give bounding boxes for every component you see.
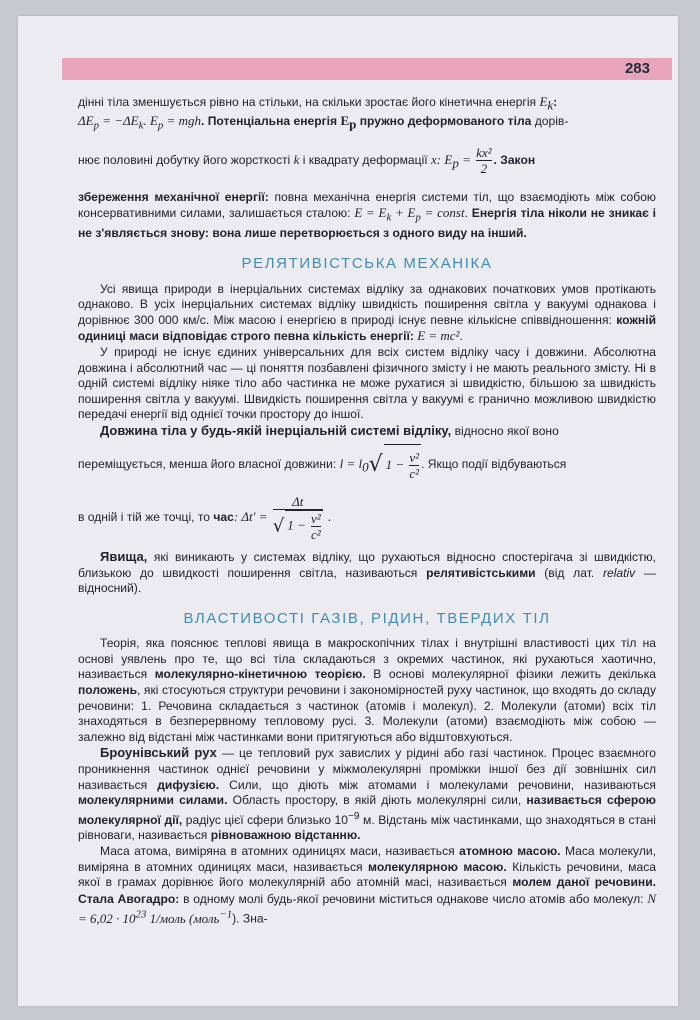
page-content: [78, 94, 656, 927]
book-page: [18, 16, 678, 1006]
page-header-band: [62, 58, 672, 80]
formula-conservation: $E = E_k + E_p$ = const: [354, 205, 465, 224]
fraction-time-dilation: Δt √ 1 − $\frac{\text{v²}}{\text{c²}}$: [272, 493, 321, 542]
paragraph-time-dilation: в одній і тій же точці, то час: Δt′ = Δt √ 1 − $\frac{\text{v²}}{\text{c²}}$ .: [78, 493, 332, 542]
formula-avogadro: $N = 6,02 \cdot 10^{23}$ 1/моль (моль$^{-1}$: [78, 890, 656, 926]
paragraph-conservation: збереження механічної енергії: повна механічна енергія системи тіл, що взаємодіють між собою консервативними силами, залишається сталою: $E = E_k + E_p$ = const. Енергія тіла ніколи не зникає і не з'являється знову: вона лише перетворюється з одного виду на інший.: [78, 189, 657, 241]
paragraph-length-contraction: переміщується, менша його власної довжини: $l = l_0√$ 1 − $\frac{\text{v²}}{\text{c²}}$ . Якщо події відбуваються: [78, 444, 656, 487]
paragraph-rel-3: Довжина тіла у будь-якій інерціальній системі відліку, відносно якої воно: [100, 422, 559, 438]
page-number: 283: [624, 60, 650, 77]
paragraph-rel-1: Усі явища природи в інерціальних системах відліку за однакових початкових умов протікають однаково. В усіх інерціальних системах відліку швидкість поширення світла у вакуумі однакова і дорівнює 300 000 км/с. Між масою і енергією в природі існує певне кількісне співвідношення: кожній одиниці маси відповідає строго певна кількість енергії: E = mc².: [78, 281, 656, 344]
sqrt-sign: √: [368, 451, 383, 477]
fraction-kx2-over-2: $\frac{\text{kx²}}{2}$: [476, 145, 492, 177]
sqrt-body: 1 − $\frac{\text{v²}}{\text{c²}}$: [384, 444, 421, 485]
formula-potential: $\Delta E_p = -\Delta E_k$. $E_p$ = mgh: [78, 113, 201, 132]
section-heading-gases: ВЛАСТИВОСТІ ГАЗІВ, РІДИН, ТВЕРДИХ ТІЛ: [183, 609, 551, 627]
paragraph-rel-2: У природі не існує єдиних універсальних для всіх систем відліку часу і довжини. Абсолютна довжина і абсолютний час — ці поняття позбавлені фізичного змісту і не мають реального змісту. Ні в одній системі відліку ніяке тіло або частинка не може рухатися зі швидкістю, більшою за швидкість поширення світла у вакуумі. Швидкість поширення світла у вакуумі є гранично можливою швидкістю передачі енергії від однієї точки простору до іншої.: [78, 344, 656, 422]
paragraph-mkt: Теорія, яка пояснює теплові явища в макроскопічних тілах і внутрішні властивості цих тіл на основі уявлень про те, що всі тіла складаються з окремих частинок, які рухаються хаотично, називається молекулярно-кінетичною теорією. В основі молекулярної фізики лежить декілька положень, які стосуються структури речовини і закономірностей руху частинок, що входять до складу речовини: 1. Речовина складається з частинок (атомів і молекул). 2. Молекули (атоми) всіх тіл знаходяться в безперервному тепловому русі. 3. Молекули (атоми) взаємодіють між собою — залежно від відстані між частинками вони притягуються або відштовхуються.: [78, 636, 656, 744]
paragraph-atomic-mass: Маса атома, виміряна в атомних одиницях маси, називається атомною масою. Маса молекули, виміряна в атомних одиницях маси, називається молекулярною масою. Кількість речовини, маса якої в грамах дорівнює його молекулярній або атомній масі, називається молем даної речовини. Стала Авогадро: в одному молі будь-якої речовини міститься однакове число атомів або молекул: $N = 6,02 \cdot 10^{23}$ 1/моль (моль$^{-1}$). Зна-: [78, 844, 656, 926]
paragraph-relativistic: Явища, які виникають у системах відліку, що рухаються відносно спостерігача зі швидкістю, близькою до швидкості поширення світла, називаються релятивістськими (від лат. relativ — відносний).: [78, 548, 657, 596]
paragraph-energy: дінні тіла зменшується рівно на стільки, на скільки зростає його кінетична енергія $E_k$: $\Delta E_p = -\Delta E_k$. $E_p$ = mgh. Потенціальна енергія $E_p$ пружно деформованого тіла дорів-: [78, 94, 569, 132]
section-heading-relativity: РЕЛЯТИВІСТСЬКА МЕХАНІКА: [241, 254, 493, 272]
paragraph-elastic: нює половині добутку його жорсткості k і квадрату деформації x: $E_p$ = $\frac{\text{kx²}}{2}$ . Закон: [78, 145, 536, 177]
paragraph-brownian: Броунівський рух — це тепловий рух завислих у рідині або газі частинок. Процес взаємного проникнення частинок однієї речовини у міжмолекулярні проміжки іншої без дії зовнішніх сил називається дифузією. Сили, що діють між атомами і молекулами речовини, називаються молекулярними силами. Область простору, в якій діють молекулярні сили, називається сферою молекулярної дії, радіус цієї сфери близько $10^{-9}$ м. Відстань між частинками, що знаходяться в стані рівноваги, називається рівноважною відстанню.: [78, 745, 656, 843]
